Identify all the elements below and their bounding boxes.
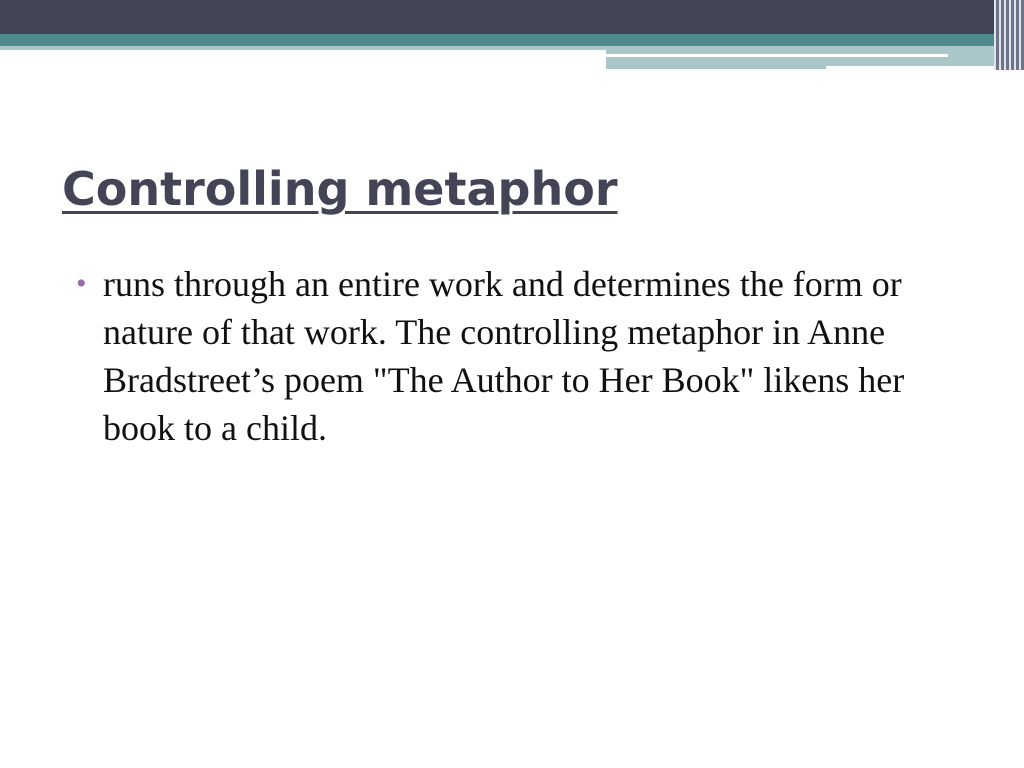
header-stripes: [994, 0, 1024, 70]
bullet-text: runs through an entire work and determines the form or nature of that work. The controlling metaphor in Anne Bradstreet’s poem "The Author to Her Book" likens her book to a child.: [103, 264, 905, 448]
header-band-right-line-lower: [606, 66, 826, 69]
header-band-right-line: [606, 54, 948, 57]
header-band-teal: [0, 34, 1024, 46]
slide-title: Controlling metaphor: [62, 162, 618, 216]
header-band-dark: [0, 0, 1024, 34]
bullet-icon: •: [76, 267, 87, 300]
bullet-item: [76, 260, 976, 452]
slide-content: [76, 260, 976, 452]
